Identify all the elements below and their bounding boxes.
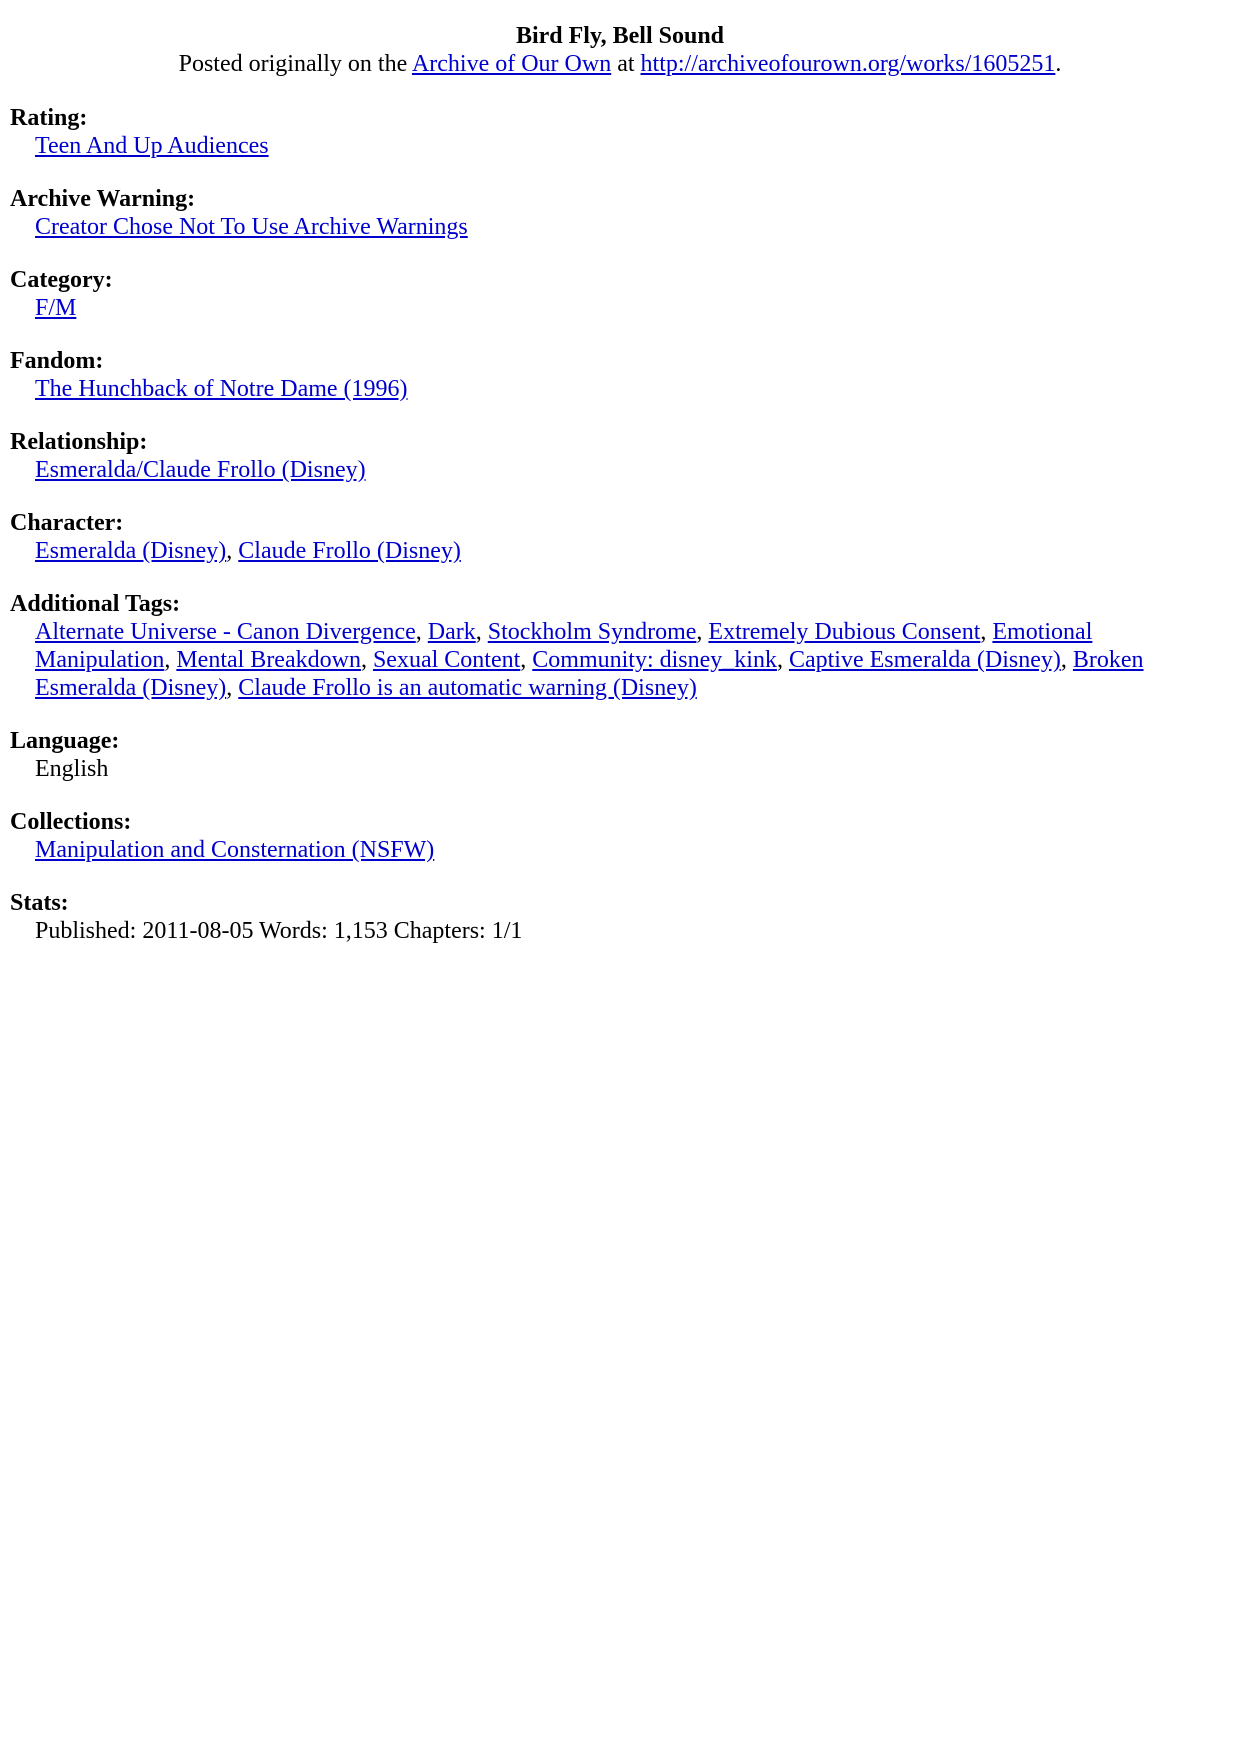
additional-tag-link[interactable]: Emotional Manipulation [35, 619, 1093, 673]
fandom-tag-link[interactable]: The Hunchback of Notre Dame (1996) [35, 376, 408, 402]
archive-warning-section [10, 185, 1230, 241]
relationship-label: Relationship: [10, 429, 148, 455]
posted-middle: at [611, 51, 641, 77]
additional-tag-link[interactable]: Mental Breakdown [176, 647, 361, 673]
character-tag-link[interactable]: Esmeralda (Disney) [35, 538, 227, 564]
stats-value: Published: 2011-08-05 Words: 1,153 Chapters: 1/1 [35, 918, 523, 944]
character-label: Character: [10, 510, 124, 536]
tag-separator: , [696, 619, 709, 645]
additional-tag-link[interactable]: Broken Esmeralda (Disney) [35, 647, 1144, 701]
language-value: English [35, 756, 109, 782]
fandom-section [10, 347, 1230, 403]
character-tag-link[interactable]: Claude Frollo (Disney) [238, 538, 461, 564]
additional-tag-link[interactable]: Extremely Dubious Consent [708, 619, 981, 645]
tag-separator: , [164, 647, 177, 673]
archive-warning-tag-link[interactable]: Creator Chose Not To Use Archive Warnings [35, 214, 468, 240]
collections-label: Collections: [10, 809, 132, 835]
additional-tag-link[interactable]: Sexual Content [372, 647, 521, 673]
fandom-label: Fandom: [10, 348, 104, 374]
collections-tags [10, 836, 1230, 864]
archive-link[interactable]: Archive of Our Own [411, 51, 612, 77]
category-section [10, 266, 1230, 322]
work-header [10, 22, 1230, 78]
additional-tags-section [10, 590, 1230, 702]
tag-separator: , [980, 619, 993, 645]
additional-tag-link[interactable]: Community: disney_kink [532, 647, 777, 673]
additional-tag-link[interactable]: Stockholm Syndrome [487, 619, 697, 645]
relationship-tags [10, 456, 1230, 484]
relationship-tag-link[interactable]: Esmeralda/Claude Frollo (Disney) [35, 457, 366, 483]
collection-link[interactable]: Manipulation and Consternation (NSFW) [35, 837, 435, 863]
archive-warning-tags [10, 213, 1230, 241]
additional-tags-label: Additional Tags: [10, 591, 181, 617]
category-tags [10, 294, 1230, 322]
tag-separator: , [520, 647, 533, 673]
tag-separator: , [360, 647, 373, 673]
stats-label: Stats: [10, 890, 69, 916]
character-tags [10, 537, 1230, 565]
rating-tags [10, 132, 1230, 160]
additional-tag-link[interactable]: Captive Esmeralda (Disney) [788, 647, 1061, 673]
posted-suffix: . [1055, 51, 1062, 77]
relationship-section [10, 428, 1230, 484]
work-url-link[interactable]: http://archiveofourown.org/works/1605251 [640, 51, 1056, 77]
tag-separator: , [1060, 647, 1073, 673]
tag-separator: , [776, 647, 789, 673]
character-section [10, 509, 1230, 565]
additional-tag-link[interactable]: Alternate Universe - Canon Divergence [35, 619, 416, 645]
tag-separator: , [475, 619, 488, 645]
tag-separator: , [415, 619, 428, 645]
category-label: Category: [10, 267, 113, 293]
additional-tag-link[interactable]: Claude Frollo is an automatic warning (Disney) [238, 675, 697, 701]
language-label: Language: [10, 728, 120, 754]
fandom-tags [10, 375, 1230, 403]
collections-section [10, 808, 1230, 864]
rating-tag-link[interactable]: Teen And Up Audiences [35, 133, 269, 159]
category-tag-link[interactable]: F/M [35, 295, 77, 321]
tag-separator: , [226, 675, 239, 701]
work-title: Bird Fly, Bell Sound [515, 23, 725, 49]
language-section [10, 727, 1230, 783]
additional-tags-list [10, 618, 1230, 702]
stats-section [10, 889, 1230, 945]
rating-label: Rating: [10, 105, 88, 131]
archive-warning-label: Archive Warning: [10, 186, 196, 212]
posted-line [10, 50, 1230, 78]
posted-prefix: Posted originally on the [178, 51, 412, 77]
tag-separator: , [226, 538, 239, 564]
additional-tag-link[interactable]: Dark [427, 619, 476, 645]
rating-section [10, 104, 1230, 160]
